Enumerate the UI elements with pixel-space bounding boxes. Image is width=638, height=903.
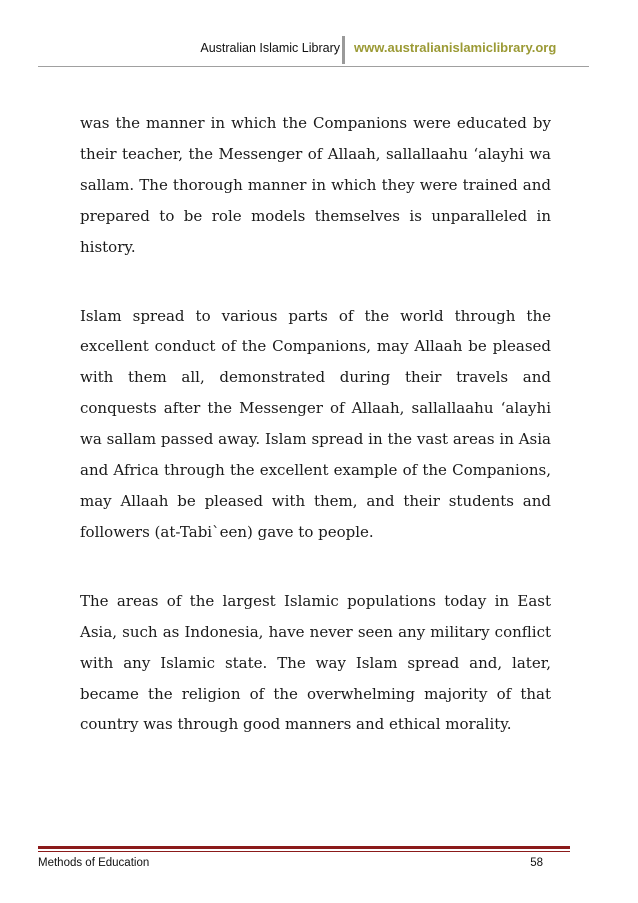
header-divider	[342, 36, 345, 64]
footer-rule-thin	[38, 851, 570, 852]
paragraph-1: was the manner in which the Companions were educated by their teacher, the Messenger of Allaah, sallallaahu ‘alayhi wa sallam. The thorough manner in which they were trained and prepared to be role models themselves is unparalleled in history.	[80, 114, 551, 256]
paragraph-2: Islam spread to various parts of the world through the excellent conduct of the Companions, may Allaah be pleased with them all, demonstrated during their travels and conquests after the Messenger of Allaah, sallallaahu ‘alayhi wa sallam passed away. Islam spread in the vast areas in Asia and Africa through the excellent example of the Companions, may Allaah be pleased with them, and their students and followers (at-Tabi`een) gave to people.	[80, 306, 551, 541]
header-title: Australian Islamic Library	[200, 41, 340, 55]
footer-page-number: 58	[530, 857, 543, 869]
footer-rule-thick	[38, 846, 570, 849]
page-body	[80, 108, 551, 778]
header-url-link[interactable]: www.australianislamiclibrary.org	[354, 40, 557, 55]
paragraph-3: The areas of the largest Islamic populations today in East Asia, such as Indonesia, have never seen any military conflict with any Islamic state. The way Islam spread and, later, became the religion of the overwhelming majority of that country was through good manners and ethical morality.	[80, 591, 551, 734]
footer-book-title: Methods of Education	[38, 857, 150, 869]
header-rule	[38, 66, 589, 67]
